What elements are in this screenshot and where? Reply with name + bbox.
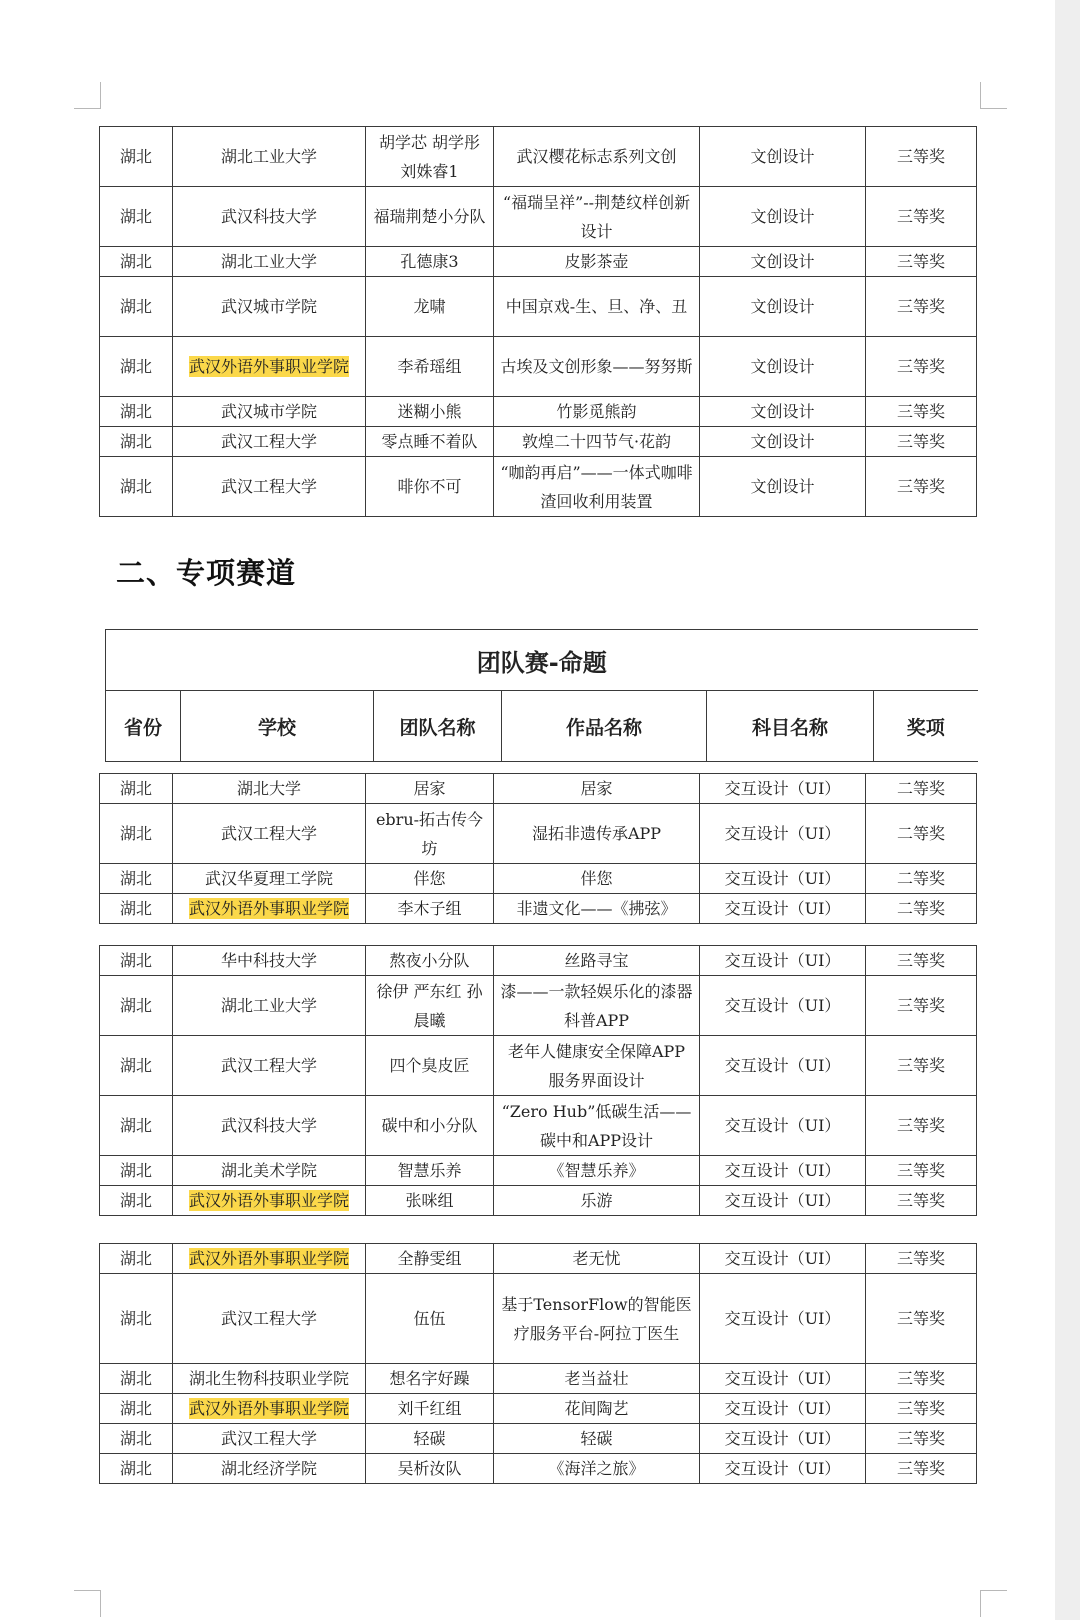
cell-school: 武汉工程大学 — [173, 1424, 366, 1454]
cell-subject: 交互设计（UI） — [700, 1364, 866, 1394]
page-corner-mark-bottom-left — [74, 1590, 101, 1617]
column-header-work: 作品名称 — [502, 691, 707, 762]
cell-subject: 交互设计（UI） — [700, 1274, 866, 1364]
cell-team-name: 碳中和小分队 — [366, 1096, 494, 1156]
table-row — [100, 127, 977, 187]
cell-province: 湖北 — [100, 397, 173, 427]
cell-subject: 交互设计（UI） — [700, 1036, 866, 1096]
cell-school — [173, 1394, 366, 1424]
page-corner-mark-top-right — [980, 82, 1007, 109]
cell-team-name: 熬夜小分队 — [366, 946, 494, 976]
award-table-ui-third-prize-a — [99, 945, 977, 1216]
cell-work-title: “Zero Hub”低碳生活——碳中和APP设计 — [494, 1096, 700, 1156]
award-table-culture-design — [99, 126, 977, 517]
cell-subject: 交互设计（UI） — [700, 864, 866, 894]
cell-subject: 文创设计 — [700, 427, 866, 457]
column-header-province: 省份 — [106, 691, 181, 762]
cell-team-name: 徐伊 严东红 孙晨曦 — [366, 976, 494, 1036]
cell-team-name: 李木子组 — [366, 894, 494, 924]
section-heading: 二、专项赛道 — [116, 556, 297, 590]
cell-school: 武汉城市学院 — [173, 397, 366, 427]
cell-subject: 交互设计（UI） — [700, 804, 866, 864]
column-header-team: 团队名称 — [374, 691, 502, 762]
cell-work-title: 竹影觅熊韵 — [494, 397, 700, 427]
award-table-ui-third-prize-b — [99, 1243, 977, 1484]
cell-work-title: 武汉樱花标志系列文创 — [494, 127, 700, 187]
cell-province: 湖北 — [100, 427, 173, 457]
table-row — [100, 1424, 977, 1454]
cell-subject: 文创设计 — [700, 127, 866, 187]
cell-school: 湖北工业大学 — [173, 247, 366, 277]
team-table-header — [105, 629, 978, 762]
cell-award: 三等奖 — [866, 337, 977, 397]
table-row — [100, 894, 977, 924]
cell-school: 武汉工程大学 — [173, 457, 366, 517]
cell-award: 二等奖 — [866, 864, 977, 894]
table-row — [100, 946, 977, 976]
column-header-school: 学校 — [181, 691, 374, 762]
cell-award: 三等奖 — [866, 397, 977, 427]
cell-subject: 文创设计 — [700, 187, 866, 247]
cell-award: 三等奖 — [866, 427, 977, 457]
cell-province: 湖北 — [100, 894, 173, 924]
highlighted-school-name: 武汉外语外事职业学院 — [188, 357, 349, 376]
cell-team-name: 想名字好躁 — [366, 1364, 494, 1394]
cell-province: 湖北 — [100, 1364, 173, 1394]
cell-province: 湖北 — [100, 277, 173, 337]
cell-subject: 文创设计 — [700, 247, 866, 277]
table-row — [100, 277, 977, 337]
cell-work-title: 老无忧 — [494, 1244, 700, 1274]
cell-province: 湖北 — [100, 1394, 173, 1424]
table-row — [100, 1274, 977, 1364]
cell-province: 湖北 — [100, 1274, 173, 1364]
table-row — [100, 1364, 977, 1394]
cell-school: 武汉科技大学 — [173, 187, 366, 247]
cell-school: 武汉工程大学 — [173, 427, 366, 457]
cell-school: 湖北美术学院 — [173, 1156, 366, 1186]
highlighted-school-name: 武汉外语外事职业学院 — [188, 1249, 349, 1268]
cell-subject: 交互设计（UI） — [700, 1394, 866, 1424]
cell-team-name: 四个臭皮匠 — [366, 1036, 494, 1096]
team-table-title: 团队赛-命题 — [106, 630, 978, 691]
cell-school — [173, 894, 366, 924]
table-row — [100, 1096, 977, 1156]
cell-school: 武汉华夏理工学院 — [173, 864, 366, 894]
cell-team-name: 龙啸 — [366, 277, 494, 337]
cell-work-title: 非遗文化——《拂弦》 — [494, 894, 700, 924]
cell-province: 湖北 — [100, 337, 173, 397]
cell-school: 湖北大学 — [173, 774, 366, 804]
cell-province: 湖北 — [100, 127, 173, 187]
cell-team-name: 李希瑶组 — [366, 337, 494, 397]
cell-work-title: “咖韵再启”——一体式咖啡渣回收利用装置 — [494, 457, 700, 517]
cell-school: 湖北工业大学 — [173, 127, 366, 187]
page-corner-mark-top-left — [74, 82, 101, 109]
cell-award: 三等奖 — [866, 1036, 977, 1096]
column-header-subject: 科目名称 — [707, 691, 874, 762]
cell-subject: 交互设计（UI） — [700, 1244, 866, 1274]
cell-subject: 文创设计 — [700, 457, 866, 517]
table-row — [100, 187, 977, 247]
cell-province: 湖北 — [100, 1186, 173, 1216]
cell-work-title: 丝路寻宝 — [494, 946, 700, 976]
cell-award: 三等奖 — [866, 457, 977, 517]
cell-school: 湖北生物科技职业学院 — [173, 1364, 366, 1394]
table-row — [100, 1394, 977, 1424]
cell-award: 二等奖 — [866, 804, 977, 864]
cell-award: 三等奖 — [866, 1454, 977, 1484]
cell-school: 武汉科技大学 — [173, 1096, 366, 1156]
cell-subject: 交互设计（UI） — [700, 976, 866, 1036]
cell-work-title: 古埃及文创形象——努努斯 — [494, 337, 700, 397]
cell-team-name: 轻碳 — [366, 1424, 494, 1454]
table-row — [100, 1156, 977, 1186]
cell-work-title: 《智慧乐养》 — [494, 1156, 700, 1186]
cell-award: 三等奖 — [866, 1096, 977, 1156]
table-row — [100, 1454, 977, 1484]
cell-school: 武汉工程大学 — [173, 1274, 366, 1364]
column-header-award: 奖项 — [874, 691, 978, 762]
cell-work-title: 漆——一款轻娱乐化的漆器科普APP — [494, 976, 700, 1036]
cell-subject: 文创设计 — [700, 277, 866, 337]
cell-province: 湖北 — [100, 1244, 173, 1274]
cell-award: 三等奖 — [866, 1156, 977, 1186]
cell-subject: 交互设计（UI） — [700, 1156, 866, 1186]
table-row — [100, 864, 977, 894]
cell-team-name: 张咪组 — [366, 1186, 494, 1216]
cell-award: 三等奖 — [866, 976, 977, 1036]
cell-team-name: 刘千红组 — [366, 1394, 494, 1424]
cell-team-name: 福瑞荆楚小分队 — [366, 187, 494, 247]
cell-province: 湖北 — [100, 1096, 173, 1156]
cell-province: 湖北 — [100, 187, 173, 247]
table-row — [100, 397, 977, 427]
cell-work-title: 湿拓非遗传承APP — [494, 804, 700, 864]
cell-school — [173, 1244, 366, 1274]
cell-award: 三等奖 — [866, 1394, 977, 1424]
cell-subject: 交互设计（UI） — [700, 774, 866, 804]
cell-work-title: 居家 — [494, 774, 700, 804]
cell-team-name: 胡学芯 胡学彤 刘姝睿1 — [366, 127, 494, 187]
cell-team-name: 伴您 — [366, 864, 494, 894]
cell-award: 三等奖 — [866, 946, 977, 976]
cell-award: 三等奖 — [866, 1364, 977, 1394]
award-table-ui-second-prize — [99, 773, 977, 924]
table-row — [100, 457, 977, 517]
cell-work-title: 花间陶艺 — [494, 1394, 700, 1424]
highlighted-school-name: 武汉外语外事职业学院 — [188, 899, 349, 918]
table-row — [100, 976, 977, 1036]
table-row — [100, 1244, 977, 1274]
cell-team-name: 迷糊小熊 — [366, 397, 494, 427]
cell-work-title: 乐游 — [494, 1186, 700, 1216]
cell-province: 湖北 — [100, 1424, 173, 1454]
cell-school: 华中科技大学 — [173, 946, 366, 976]
cell-award: 三等奖 — [866, 1424, 977, 1454]
cell-award: 三等奖 — [866, 127, 977, 187]
highlighted-school-name: 武汉外语外事职业学院 — [188, 1191, 349, 1210]
cell-award: 三等奖 — [866, 1274, 977, 1364]
cell-work-title: 老年人健康安全保障APP服务界面设计 — [494, 1036, 700, 1096]
cell-province: 湖北 — [100, 774, 173, 804]
cell-subject: 文创设计 — [700, 397, 866, 427]
cell-team-name: 零点睡不着队 — [366, 427, 494, 457]
cell-work-title: 中国京戏-生、旦、净、丑 — [494, 277, 700, 337]
highlighted-school-name: 武汉外语外事职业学院 — [188, 1399, 349, 1418]
cell-team-name: 啡你不可 — [366, 457, 494, 517]
cell-award: 二等奖 — [866, 894, 977, 924]
table-row — [100, 804, 977, 864]
cell-work-title: 老当益壮 — [494, 1364, 700, 1394]
cell-province: 湖北 — [100, 457, 173, 517]
cell-work-title: 《海洋之旅》 — [494, 1454, 700, 1484]
cell-province: 湖北 — [100, 1156, 173, 1186]
cell-province: 湖北 — [100, 247, 173, 277]
cell-award: 三等奖 — [866, 247, 977, 277]
cell-province: 湖北 — [100, 976, 173, 1036]
cell-work-title: “福瑞呈祥”--荆楚纹样创新设计 — [494, 187, 700, 247]
cell-school: 湖北经济学院 — [173, 1454, 366, 1484]
cell-province: 湖北 — [100, 864, 173, 894]
cell-team-name: 智慧乐养 — [366, 1156, 494, 1186]
cell-subject: 交互设计（UI） — [700, 1454, 866, 1484]
cell-subject: 交互设计（UI） — [700, 1096, 866, 1156]
cell-school: 武汉城市学院 — [173, 277, 366, 337]
vertical-scrollbar[interactable] — [1055, 0, 1080, 1620]
table-row — [100, 1036, 977, 1096]
cell-province: 湖北 — [100, 1454, 173, 1484]
cell-team-name: 伍伍 — [366, 1274, 494, 1364]
cell-work-title: 基于TensorFlow的智能医疗服务平台-阿拉丁医生 — [494, 1274, 700, 1364]
cell-award: 三等奖 — [866, 277, 977, 337]
cell-subject: 交互设计（UI） — [700, 894, 866, 924]
cell-subject: 交互设计（UI） — [700, 946, 866, 976]
cell-school — [173, 337, 366, 397]
cell-school: 湖北工业大学 — [173, 976, 366, 1036]
cell-team-name: 吴析汝队 — [366, 1454, 494, 1484]
cell-team-name: ebru-拓古传今坊 — [366, 804, 494, 864]
table-row — [100, 337, 977, 397]
page-corner-mark-bottom-right — [980, 1590, 1007, 1617]
cell-award: 三等奖 — [866, 187, 977, 247]
table-row — [100, 247, 977, 277]
cell-school: 武汉工程大学 — [173, 804, 366, 864]
cell-province: 湖北 — [100, 1036, 173, 1096]
cell-award: 三等奖 — [866, 1186, 977, 1216]
cell-subject: 文创设计 — [700, 337, 866, 397]
cell-school — [173, 1186, 366, 1216]
cell-work-title: 轻碳 — [494, 1424, 700, 1454]
cell-award: 三等奖 — [866, 1244, 977, 1274]
cell-subject: 交互设计（UI） — [700, 1424, 866, 1454]
cell-team-name: 居家 — [366, 774, 494, 804]
cell-province: 湖北 — [100, 946, 173, 976]
cell-subject: 交互设计（UI） — [700, 1186, 866, 1216]
cell-work-title: 敦煌二十四节气·花韵 — [494, 427, 700, 457]
cell-school: 武汉工程大学 — [173, 1036, 366, 1096]
table-row — [100, 1186, 977, 1216]
cell-work-title: 伴您 — [494, 864, 700, 894]
table-row — [100, 774, 977, 804]
cell-team-name: 全静雯组 — [366, 1244, 494, 1274]
cell-province: 湖北 — [100, 804, 173, 864]
table-row — [100, 427, 977, 457]
cell-award: 二等奖 — [866, 774, 977, 804]
cell-work-title: 皮影茶壶 — [494, 247, 700, 277]
cell-team-name: 孔德康3 — [366, 247, 494, 277]
